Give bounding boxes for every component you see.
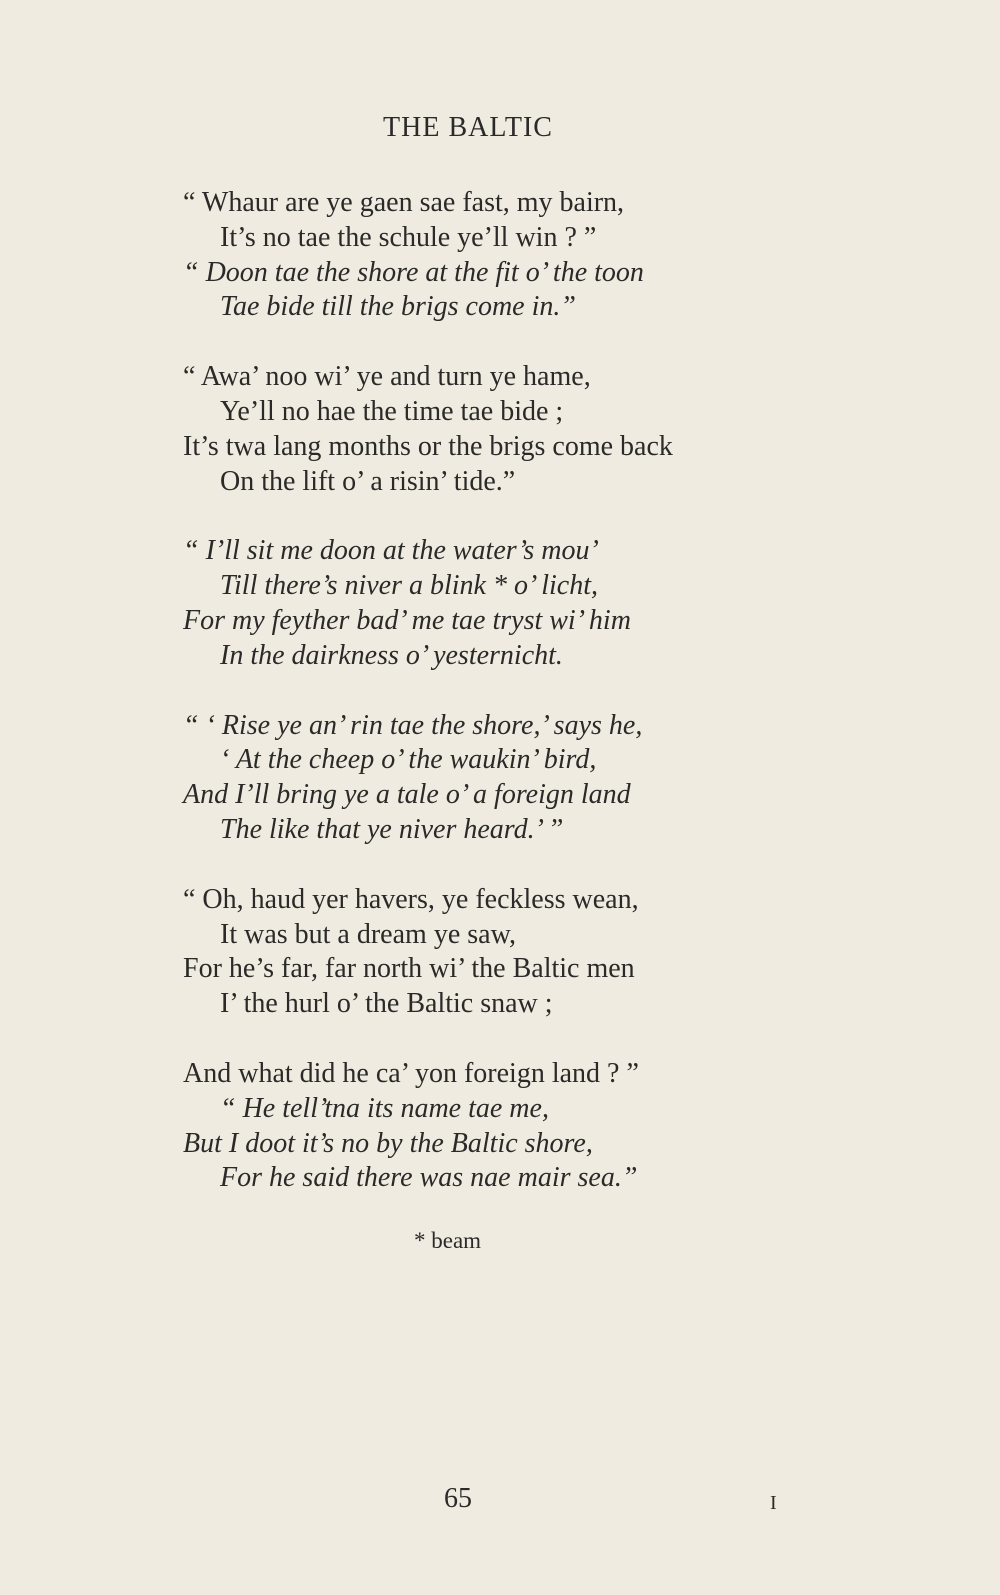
poem-line: And what did he ca’ yon foreign land ? ”: [183, 1057, 639, 1089]
stanza: [183, 709, 673, 848]
poem-line: In the dairkness o’ yesternicht.: [220, 639, 563, 671]
stanza: [183, 1057, 673, 1196]
poem-line: It was but a dream ye saw,: [220, 918, 516, 950]
poem-line: It’s no tae the schule ye’ll win ? ”: [220, 221, 597, 253]
stanza: [183, 534, 673, 673]
page-number: 65: [444, 1483, 472, 1514]
poem-line: And I’ll bring ye a tale o’ a foreign land: [183, 779, 631, 811]
poem-line: It’s twa lang months or the brigs come back: [183, 430, 673, 462]
poem-body: [183, 186, 673, 1231]
poem-line: “ Oh, haud yer havers, ye feckless wean,: [183, 883, 639, 915]
poem-line: “ Doon tae the shore at the fit o’ the toon: [183, 256, 644, 288]
poem-line: ‘ At the cheep o’ the waukin’ bird,: [220, 744, 597, 776]
poem-line: But I doot it’s no by the Baltic shore,: [183, 1127, 593, 1159]
poem-title: THE BALTIC: [383, 112, 553, 143]
stanza: [183, 360, 673, 499]
poem-line: For he’s far, far north wi’ the Baltic men: [183, 953, 635, 985]
poem-line: For my feyther bad’ me tae tryst wi’ him: [183, 604, 631, 636]
signature-mark: I: [770, 1492, 777, 1514]
poem-line: Tae bide till the brigs come in.”: [220, 291, 576, 323]
poem-line: Ye’ll no hae the time tae bide ;: [220, 395, 564, 427]
poem-line: For he said there was nae mair sea.”: [220, 1162, 638, 1194]
poem-line: Till there’s niver a blink * o’ licht,: [220, 570, 598, 602]
poem-line: “ Whaur are ye gaen sae fast, my bairn,: [183, 187, 625, 218]
poem-line: On the lift o’ a risin’ tide.”: [220, 465, 516, 497]
poem-line: I’ the hurl o’ the Baltic snaw ;: [220, 988, 553, 1020]
poem-line: “ I’ll sit me doon at the water’s mou’: [183, 535, 599, 567]
poem-line: “ He tell’tna its name tae me,: [220, 1092, 549, 1124]
footnote: * beam: [414, 1228, 482, 1253]
poem-line: “ ‘ Rise ye an’ rin tae the shore,’ says he,: [183, 709, 643, 741]
poem-line: The like that ye niver heard.’ ”: [220, 813, 564, 845]
poem-line: “ Awa’ noo wi’ ye and turn ye hame,: [183, 361, 591, 393]
stanza: [183, 186, 673, 325]
stanza: [183, 883, 673, 1022]
